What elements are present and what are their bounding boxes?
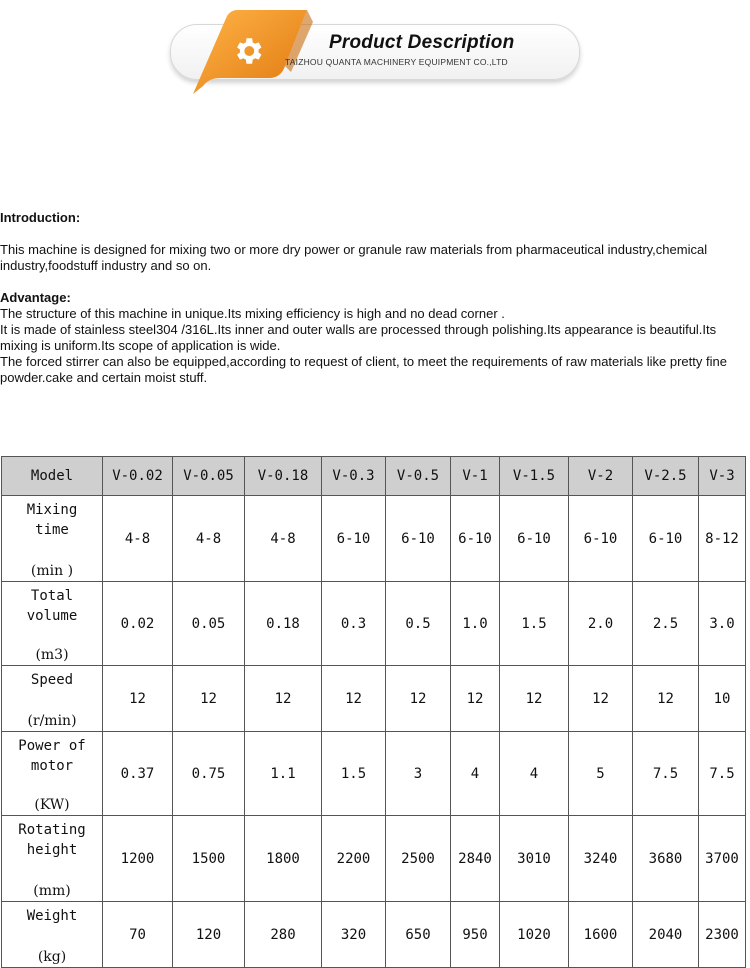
table-cell: 6-10 bbox=[569, 496, 633, 582]
row-label: Power of motor bbox=[18, 738, 86, 774]
table-row bbox=[2, 582, 746, 666]
table-cell: 3700 bbox=[699, 816, 746, 902]
table-cell: 7.5 bbox=[633, 732, 699, 816]
row-label: Speed bbox=[30, 672, 74, 688]
table-cell: 2040 bbox=[633, 902, 699, 968]
table-cell: 6-10 bbox=[451, 496, 500, 582]
table-cell: 950 bbox=[451, 902, 500, 968]
table-cell: 4-8 bbox=[245, 496, 322, 582]
table-cell: 1200 bbox=[103, 816, 173, 902]
table-cell: 4 bbox=[500, 732, 569, 816]
table-cell: 0.05 bbox=[173, 582, 245, 666]
introduction-heading: Introduction: bbox=[0, 210, 81, 225]
table-cell: 1.5 bbox=[500, 582, 569, 666]
header-cell: V-0.05 bbox=[173, 457, 245, 496]
table-cell: 280 bbox=[245, 902, 322, 968]
table-cell: 0.3 bbox=[322, 582, 386, 666]
row-label: Rotating height bbox=[18, 822, 86, 858]
table-cell: 0.37 bbox=[103, 732, 173, 816]
table-cell: 5 bbox=[569, 732, 633, 816]
row-unit: (kg) bbox=[37, 949, 67, 965]
row-label: Mixing time bbox=[26, 502, 78, 538]
table-cell: 7.5 bbox=[699, 732, 746, 816]
table-cell: 1020 bbox=[500, 902, 569, 968]
table-cell: 12 bbox=[633, 666, 699, 732]
table-cell: 120 bbox=[173, 902, 245, 968]
row-label-cell bbox=[2, 496, 103, 582]
table-cell: 320 bbox=[322, 902, 386, 968]
table-cell: 0.5 bbox=[386, 582, 451, 666]
row-label-cell bbox=[2, 582, 103, 666]
table-cell: 12 bbox=[322, 666, 386, 732]
row-unit: (r/min) bbox=[27, 713, 77, 729]
table-cell: 2200 bbox=[322, 816, 386, 902]
table-cell: 12 bbox=[500, 666, 569, 732]
table-row bbox=[2, 816, 746, 902]
table-cell: 1.5 bbox=[322, 732, 386, 816]
table-cell: 3680 bbox=[633, 816, 699, 902]
table-header-row bbox=[2, 457, 746, 496]
table-cell: 1800 bbox=[245, 816, 322, 902]
row-unit: (mm) bbox=[33, 883, 71, 899]
header-cell: V-1.5 bbox=[500, 457, 569, 496]
header-cell: V-0.18 bbox=[245, 457, 322, 496]
table-cell: 4-8 bbox=[173, 496, 245, 582]
table-cell: 1.1 bbox=[245, 732, 322, 816]
table-cell: 12 bbox=[173, 666, 245, 732]
row-unit: (m3) bbox=[35, 647, 69, 663]
table-cell: 3 bbox=[386, 732, 451, 816]
table-cell: 12 bbox=[245, 666, 322, 732]
advantage-paragraph: The forced stirrer can also be equipped,according to request of client, to meet the requirements of raw materials like pretty fine powder.cake and certain moist stuff. bbox=[0, 354, 727, 385]
table-row bbox=[2, 732, 746, 816]
table-cell: 0.18 bbox=[245, 582, 322, 666]
header-cell: V-3 bbox=[699, 457, 746, 496]
table-cell: 0.02 bbox=[103, 582, 173, 666]
row-label-cell bbox=[2, 732, 103, 816]
header-cell: V-0.02 bbox=[103, 457, 173, 496]
header-cell: V-2 bbox=[569, 457, 633, 496]
row-label: Weight bbox=[26, 908, 78, 924]
table-cell: 2500 bbox=[386, 816, 451, 902]
table-cell: 2300 bbox=[699, 902, 746, 968]
row-unit: (min ) bbox=[30, 563, 74, 579]
table-cell: 2.0 bbox=[569, 582, 633, 666]
advantage-heading: Advantage: bbox=[0, 290, 71, 305]
table-cell: 2.5 bbox=[633, 582, 699, 666]
header-cell: V-2.5 bbox=[633, 457, 699, 496]
gear-icon bbox=[231, 34, 265, 68]
header-cell: V-0.5 bbox=[386, 457, 451, 496]
header-cell: V-1 bbox=[451, 457, 500, 496]
table-cell: 12 bbox=[569, 666, 633, 732]
row-unit: (KW) bbox=[34, 797, 70, 813]
row-label-cell bbox=[2, 902, 103, 968]
table-cell: 1500 bbox=[173, 816, 245, 902]
table-cell: 3.0 bbox=[699, 582, 746, 666]
table-cell: 12 bbox=[386, 666, 451, 732]
banner-subtitle: TAIZHOU QUANTA MACHINERY EQUIPMENT CO.,LTD bbox=[285, 57, 508, 67]
table-cell: 2840 bbox=[451, 816, 500, 902]
introduction-text: This machine is designed for mixing two or more dry power or granule raw materials from pharmaceutical industry,chemical industry,foodstuff industry and so on. bbox=[0, 242, 708, 273]
table-cell: 1.0 bbox=[451, 582, 500, 666]
table-cell: 12 bbox=[451, 666, 500, 732]
table-cell: 4 bbox=[451, 732, 500, 816]
header-cell: Model bbox=[2, 457, 103, 496]
table-row bbox=[2, 902, 746, 968]
table-cell: 3010 bbox=[500, 816, 569, 902]
table-cell: 650 bbox=[386, 902, 451, 968]
specification-table bbox=[1, 456, 746, 968]
banner-title: Product Description bbox=[329, 32, 515, 53]
table-cell: 4-8 bbox=[103, 496, 173, 582]
table-cell: 0.75 bbox=[173, 732, 245, 816]
table-row bbox=[2, 666, 746, 732]
table-cell: 6-10 bbox=[500, 496, 569, 582]
row-label-cell bbox=[2, 816, 103, 902]
advantage-paragraph: It is made of stainless steel304 /316L.Its inner and outer walls are processed through polishing.Its appearance is beautiful.Its mixing is uniform.Its scope of application is wide. bbox=[0, 322, 717, 353]
row-label-cell bbox=[2, 666, 103, 732]
table-cell: 1600 bbox=[569, 902, 633, 968]
table-cell: 6-10 bbox=[633, 496, 699, 582]
header-cell: V-0.3 bbox=[322, 457, 386, 496]
table-cell: 6-10 bbox=[322, 496, 386, 582]
table-cell: 3240 bbox=[569, 816, 633, 902]
table-cell: 8-12 bbox=[699, 496, 746, 582]
description-content bbox=[0, 210, 740, 386]
product-description-banner bbox=[165, 8, 585, 94]
table-cell: 12 bbox=[103, 666, 173, 732]
table-cell: 70 bbox=[103, 902, 173, 968]
table-row bbox=[2, 496, 746, 582]
table-cell: 10 bbox=[699, 666, 746, 732]
table-cell: 6-10 bbox=[386, 496, 451, 582]
row-label: Total volume bbox=[26, 588, 78, 624]
advantage-paragraph: The structure of this machine in unique.Its mixing efficiency is high and no dead corner . bbox=[0, 306, 505, 321]
